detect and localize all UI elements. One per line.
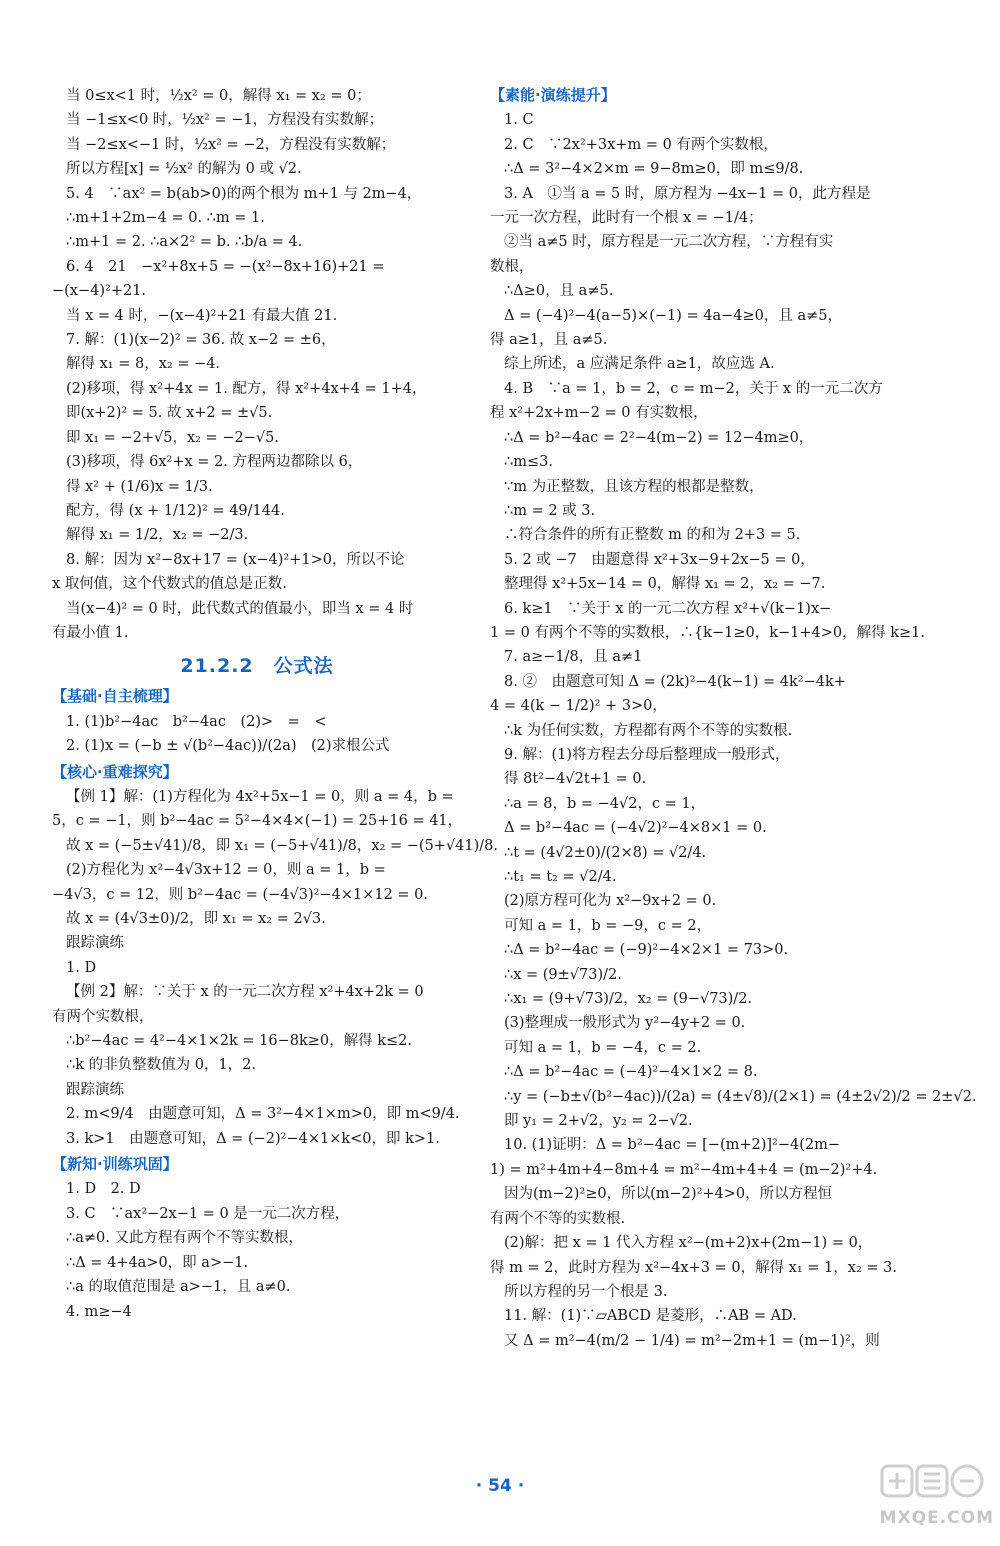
watermark-text: MXQE.COM <box>879 1508 994 1528</box>
text-line: 9. 解：(1)将方程去分母后整理成一般形式， <box>504 746 790 763</box>
text-line: ∴a≠0. 又此方程有两个不等实数根， <box>66 1230 303 1247</box>
text-line: 数根， <box>490 258 534 275</box>
text-line: ②当 a≠5 时，原方程是一元二次方程，∵方程有实 <box>504 234 834 251</box>
text-line: 10. (1)证明：Δ = b²−4ac = [−(m+2)]²−4(2m− <box>504 1137 841 1154</box>
text-line: ∴Δ = b²−4ac = (−9)²−4×2×1 = 73>0. <box>504 942 789 959</box>
text-line: (2)移项，得 x²+4x = 1. 配方，得 x²+4x+4 = 1+4， <box>66 380 427 397</box>
text-line: 4. B ∵a = 1，b = 2，c = m−2，关于 x 的一元二次方 <box>504 380 883 397</box>
text-line: 3. C ∵ax²−2x−1 = 0 是一元二次方程， <box>66 1205 350 1222</box>
text-line: 所以方程的另一个根是 3. <box>504 1283 668 1300</box>
text-line: 得 a≥1，且 a≠5. <box>490 332 608 349</box>
text-line: 得 m = 2，此时方程为 x²−4x+3 = 0，解得 x₁ = 1，x₂ = 3. <box>490 1259 897 1276</box>
text-line: 1. D 2. D <box>66 1181 141 1198</box>
text-line: 8. 解：因为 x²−8x+17 = (x−4)²+1>0，所以不论 <box>66 551 405 568</box>
text-line: 有最小值 1. <box>52 624 129 641</box>
text-line: 1. (1)b²−4ac b²−4ac (2)> = < <box>66 713 327 730</box>
text-line: ∴t₁ = t₂ = √2/4. <box>504 869 617 885</box>
text-line: ∴x₁ = (9+√73)/2，x₂ = (9−√73)/2. <box>504 991 753 1008</box>
right-column <box>490 84 977 1353</box>
watermark-logo-icon <box>880 1462 984 1500</box>
text-line: 跟踪演练 <box>66 1081 124 1098</box>
text-line: ∴符合条件的所有正整数 m 的和为 2+3 = 5. <box>504 527 801 544</box>
text-line: 跟踪演练 <box>66 935 124 952</box>
text-line: 程 x²+2x+m−2 = 0 有实数根， <box>490 405 708 422</box>
text-line: Δ = (−4)²−4(a−5)×(−1) = 4a−4≥0，且 a≠5， <box>504 307 843 324</box>
section-header-ability: 【素能·演练提升】 <box>490 86 616 104</box>
text-line: (3)整理成一般形式为 y²−4y+2 = 0. <box>504 1015 746 1032</box>
text-line: ∴m+1 = 2. ∴a×2² = b. ∴b/a = 4. <box>66 234 303 251</box>
text-line: ∴k 的非负整数值为 0，1，2. <box>66 1057 257 1074</box>
text-line: 1. C <box>504 112 534 129</box>
text-line: 所以方程[x] = ½x² 的解为 0 或 √2. <box>66 161 302 178</box>
text-line: x 取何值，这个代数式的值总是正数. <box>52 576 287 593</box>
text-line: 8. ② 由题意可知 Δ = (2k)²−4(k−1) = 4k²−4k+ <box>504 673 846 690</box>
text-line: 1) = m²+4m+4−8m+4 = m²−4m+4+4 = (m−2)²+4. <box>490 1161 878 1178</box>
text-line: 一元一次方程，此时有一个根 x = −1/4； <box>490 210 763 227</box>
text-line: ∴t = (4√2±0)/(2×8) = √2/4. <box>504 844 707 861</box>
text-line: (3)移项，得 6x²+x = 2. 方程两边都除以 6， <box>66 454 363 471</box>
text-line: 即 x₁ = −2+√5，x₂ = −2−√5. <box>66 429 279 446</box>
text-line: 得 8t²−4√2t+1 = 0. <box>504 771 647 788</box>
left-lines-part3 <box>52 785 499 1151</box>
text-line: 又 Δ = m²−4(m/2 − 1/4) = m²−2m+1 = (m−1)²，则 <box>504 1332 880 1349</box>
page-number: · 54 · <box>475 1476 525 1496</box>
text-line: 即 y₁ = 2+√2，y₂ = 2−√2. <box>504 1113 693 1130</box>
text-line: 因为(m−2)²≥0，所以(m−2)²+4>0，所以方程恒 <box>504 1186 833 1203</box>
text-line: 1. D <box>66 959 97 976</box>
text-line: −(x−4)²+21. <box>52 283 147 300</box>
text-line: 配方，得 (x + 1/12)² = 49/144. <box>66 502 285 519</box>
section-title: 21.2.2 公式法 <box>180 655 334 678</box>
left-lines-part4 <box>52 1177 462 1323</box>
text-line: ∴Δ≥0，且 a≠5. <box>504 283 614 300</box>
text-line: 即(x+2)² = 5. 故 x+2 = ±√5. <box>66 405 273 422</box>
text-line: (2)解：把 x = 1 代入方程 x²−(m+2)x+(2m−1) = 0， <box>504 1235 873 1252</box>
text-line: ∴k 为任何实数，方程都有两个不等的实数根. <box>504 722 793 739</box>
text-line: 4 = 4(k − 1/2)² + 3>0， <box>490 698 667 715</box>
text-line: 5. 2 或 −7 由题意得 x²+3x−9+2x−5 = 0， <box>504 551 815 568</box>
text-line: ∴a 的取值范围是 a>−1，且 a≠0. <box>66 1279 291 1296</box>
left-column <box>52 84 499 1324</box>
text-line: 5. 4 ∵ax² = b(ab>0)的两个根为 m+1 与 2m−4， <box>66 185 422 202</box>
text-line: 【例 1】解：(1)方程化为 4x²+5x−1 = 0，则 a = 4，b = <box>66 788 454 805</box>
text-line: 6. 4 21 −x²+8x+5 = −(x²−8x+16)+21 = <box>66 258 385 275</box>
text-line: Δ = b²−4ac = (−4√2)²−4×8×1 = 0. <box>504 820 767 837</box>
text-line: 当 −1≤x<0 时，½x² = −1，方程没有实数解； <box>66 112 384 129</box>
text-line: 解得 x₁ = 8，x₂ = −4. <box>66 356 221 373</box>
text-line: ∴m≤3. <box>504 454 553 471</box>
text-line: 1 = 0 有两个不等的实数根，∴{k−1≥0，k−1+4>0，解得 k≥1. <box>490 624 925 641</box>
text-line: 故 x = (−5±√41)/8，即 x₁ = (−5+√41)/8，x₂ = −(5+√41)/8. <box>66 837 499 854</box>
text-line: 整理得 x²+5x−14 = 0，解得 x₁ = 2，x₂ = −7. <box>504 576 826 593</box>
text-line: 7. 解：(1)(x−2)² = 36. 故 x−2 = ±6， <box>66 332 336 349</box>
text-line: 可知 a = 1，b = −9，c = 2， <box>504 917 712 934</box>
left-lines-part1 <box>52 84 462 645</box>
section-header-new-knowledge: 【新知·训练巩固】 <box>52 1155 178 1174</box>
text-line: (2)原方程可化为 x²−9x+2 = 0. <box>504 893 717 910</box>
text-line: 4. m≥−4 <box>66 1303 132 1320</box>
text-line: 有两个实数根， <box>52 1008 154 1025</box>
text-line: 2. m<9/4 由题意可知，Δ = 3²−4×1×m>0，即 m<9/4. <box>66 1106 460 1123</box>
text-line: 【例 2】解：∵关于 x 的一元二次方程 x²+4x+2k = 0 <box>66 984 424 1001</box>
text-line: ∴m+1+2m−4 = 0. ∴m = 1. <box>66 210 265 227</box>
text-line: 可知 a = 1，b = −4，c = 2. <box>504 1039 702 1056</box>
text-line: 5，c = −1，则 b²−4ac = 5²−4×4×(−1) = 25+16 = 41， <box>52 813 463 830</box>
text-line: 有两个不等的实数根. <box>490 1210 626 1227</box>
text-line: ∴Δ = 3²−4×2×m = 9−8m≥0，即 m≤9/8. <box>504 161 804 178</box>
text-line: ∴b²−4ac = 4²−4×1×2k = 16−8k≥0，解得 k≤2. <box>66 1033 413 1050</box>
text-line: 当(x−4)² = 0 时，此代数式的值最小，即当 x = 4 时 <box>66 600 414 617</box>
text-line: ∴Δ = b²−4ac = 2²−4(m−2) = 12−4m≥0， <box>504 429 814 446</box>
text-line: 当 0≤x<1 时，½x² = 0，解得 x₁ = x₂ = 0； <box>66 88 371 104</box>
text-line: ∴a = 8，b = −4√2，c = 1， <box>504 795 706 812</box>
text-line: 得 x² + (1/6)x = 1/3. <box>66 478 213 495</box>
text-line: 3. A ①当 a = 5 时，原方程为 −4x−1 = 0，此方程是 <box>504 185 871 202</box>
text-line: 综上所述，a 应满足条件 a≥1，故应选 A. <box>504 356 775 373</box>
text-line: 2. (1)x = (−b ± √(b²−4ac))/(2a) (2)求根公式 <box>66 738 390 755</box>
text-line: 故 x = (4√3±0)/2，即 x₁ = x₂ = 2√3. <box>66 911 326 927</box>
text-line: ∴y = (−b±√(b²−4ac))/(2a) = (4±√8)/(2×1) = (4±2√2)/2 = 2±√2. <box>504 1088 977 1105</box>
section-header-basics: 【基础·自主梳理】 <box>52 687 178 706</box>
text-line: −4√3，c = 12，则 b²−4ac = (−4√3)²−4×1×12 = 0. <box>52 886 429 903</box>
left-lines-part2 <box>52 710 462 759</box>
text-line: ∴Δ = 4+4a>0，即 a>−1. <box>66 1254 249 1271</box>
text-line: 11. 解：(1)∵▱ABCD 是菱形，∴AB = AD. <box>504 1308 797 1325</box>
text-line: 2. C ∵2x²+3x+m = 0 有两个实数根， <box>504 136 778 153</box>
text-line: ∴Δ = b²−4ac = (−4)²−4×1×2 = 8. <box>504 1064 758 1081</box>
section-header-core: 【核心·重难探究】 <box>52 762 178 781</box>
text-line: ∵m 为正整数，且该方程的根都是整数， <box>504 478 764 495</box>
text-line: (2)方程化为 x²−4√3x+12 = 0，则 a = 1，b = <box>66 862 386 879</box>
text-line: ∴m = 2 或 3. <box>504 502 596 519</box>
text-line: 当 −2≤x<−1 时，½x² = −2，方程没有实数解； <box>66 136 396 153</box>
text-line: 6. k≥1 ∵关于 x 的一元二次方程 x²+√(k−1)x− <box>504 600 832 617</box>
text-line: 解得 x₁ = 1/2，x₂ = −2/3. <box>66 527 249 544</box>
text-line: 3. k>1 由题意可知，Δ = (−2)²−4×1×k<0，即 k>1. <box>66 1130 440 1147</box>
text-line: 当 x = 4 时，−(x−4)²+21 有最大值 21. <box>66 307 338 324</box>
right-lines <box>490 108 977 1353</box>
text-line: ∴x = (9±√73)/2. <box>504 966 622 983</box>
text-line: 7. a≥−1/8，且 a≠1 <box>504 649 643 666</box>
